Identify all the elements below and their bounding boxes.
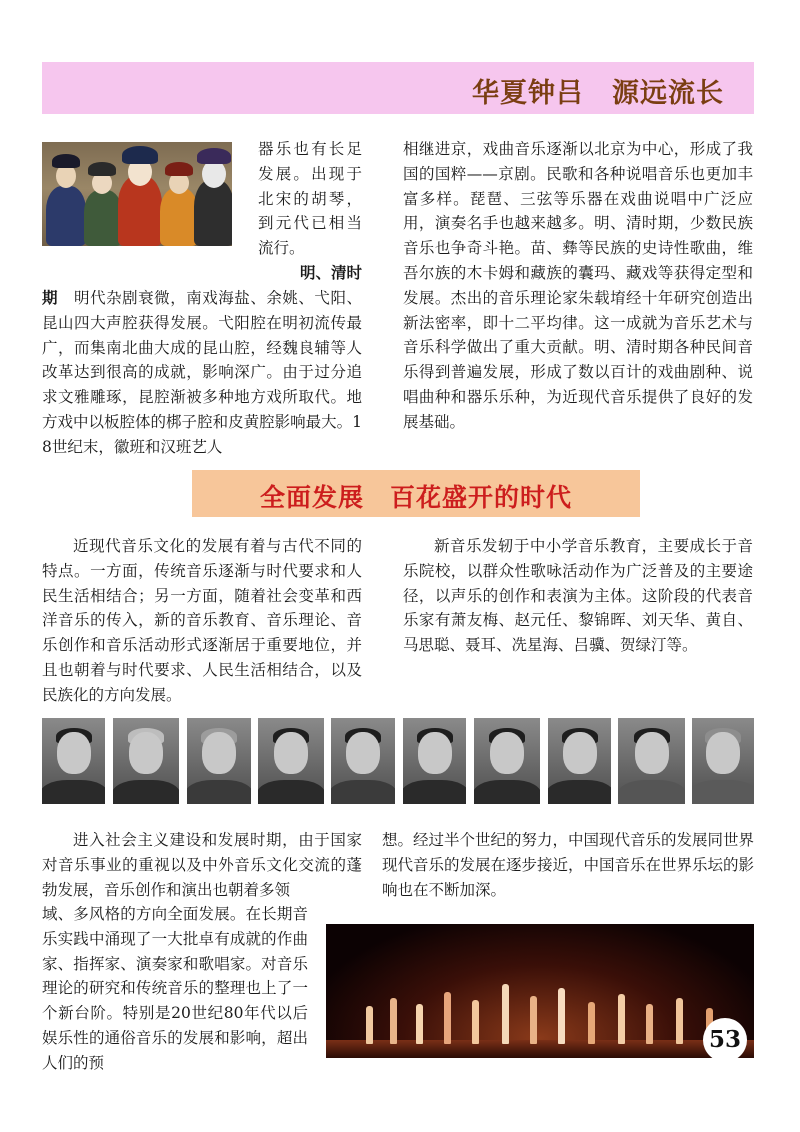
text-block-socialist-wide bbox=[42, 828, 362, 902]
opera-painting-image bbox=[42, 142, 232, 246]
musician-portrait bbox=[403, 718, 466, 804]
paragraph-socialist-part2: 域、多风格的方向全面发展。在长期音乐实践中涌现了一大批卓有成就的作曲家、指挥家、演奏家和歌唱家。对音乐理论的研究和传统音乐的整理也上了一个新台阶。特别是20世纪80年代以后娱乐性的通俗音乐的发展和影响，超出人们的预 bbox=[42, 905, 308, 1072]
section-header-ancient bbox=[42, 62, 754, 114]
paragraph-ming-qing: 明代杂剧衰微，南戏海盐、余姚、弋阳、昆山四大声腔获得发展。弋阳腔在明初流传最广，而集南北曲大成的昆山腔，经魏良辅等人改革达到很高的成就，影响深广。由于过分追求文雅雕琢，昆腔渐被多种地方戏所取代。地方戏中以板腔体的梆子腔和皮黄腔影响最大。18世纪末，徽班和汉班艺人 bbox=[42, 289, 362, 456]
text-block-socialist-right bbox=[382, 828, 754, 902]
stage-performance-photo bbox=[326, 924, 754, 1058]
musician-portrait bbox=[258, 718, 324, 804]
paragraph-socialist-part3: 想。经过半个世纪的努力，中国现代音乐的发展同世界现代音乐的发展在逐步接近，中国音乐在世界乐坛的影响也在不断加深。 bbox=[382, 831, 755, 899]
section-header-modern bbox=[192, 470, 640, 517]
musician-portrait bbox=[113, 718, 179, 804]
text-block-modern-left bbox=[42, 534, 362, 708]
musician-portrait bbox=[187, 718, 251, 804]
paragraph-new-music: 新音乐发轫于中小学音乐教育，主要成长于音乐院校，以群众性歌咏活动作为广泛普及的主要途径，以声乐的创作和表演为主体。这阶段的代表音乐家有萧友梅、赵元任、黎锦晖、刘天华、黄自、马思聪、聂耳、冼星海、吕骥、贺绿汀等。 bbox=[403, 537, 753, 655]
text-block-socialist-narrow bbox=[42, 902, 308, 1076]
paragraph-modern-features: 近现代音乐文化的发展有着与古代不同的特点。一方面，传统音乐逐渐与时代要求和人民生活相结合；另一方面，随着社会变革和西洋音乐的传入，新的音乐教育、音乐理论、音乐创作和音乐活动形式逐渐居于重要地位，并且也朝着与时代要求、人民生活相结合，以及民族化的方向发展。 bbox=[42, 537, 362, 704]
musician-portrait bbox=[42, 718, 105, 804]
musician-portrait bbox=[548, 718, 611, 804]
page-number: 53 bbox=[703, 1018, 747, 1062]
text-block-right-1 bbox=[403, 137, 753, 435]
section-title-ancient: 华夏钟吕 源远流长 bbox=[472, 78, 724, 109]
text-block-wrap-opera bbox=[258, 137, 362, 261]
paragraph-instruments: 器乐也有长足发展。出现于北宋的胡琴，到元代已相当流行。 bbox=[258, 140, 362, 258]
paragraph-beijing-opera: 相继进京，戏曲音乐逐渐以北京为中心，形成了我国的国粹——京剧。民歌和各种说唱音乐也更加丰富多样。琵琶、三弦等乐器在戏曲说唱中广泛应用，演奏名手也越来越多。明、清时期，少数民族音乐也争奇斗艳。苗、彝等民族的史诗性歌曲，维吾尔族的木卡姆和藏族的囊玛、藏戏等获得定型和发展。杰出的音乐理论家朱载堉经十年研究创造出新法密率，即十二平均律。这一成就为音乐艺术与音乐科学做出了重大贡献。明、清时期各种民间音乐得到普遍发展，形成了数以百计的戏曲剧种、说唱曲种和器乐乐种，为近现代音乐提供了良好的发展基础。 bbox=[403, 140, 753, 431]
musician-portrait bbox=[331, 718, 395, 804]
musician-portrait bbox=[474, 718, 540, 804]
subheading-ming-qing-part2: 期 bbox=[42, 289, 59, 307]
text-block-ming-qing bbox=[42, 286, 362, 460]
text-block-modern-right bbox=[403, 534, 753, 658]
paragraph-socialist-part1: 进入社会主义建设和发展时期，由于国家对音乐事业的重视以及中外音乐文化交流的蓬勃发展，音乐创作和演出也朝着多领 bbox=[42, 831, 362, 899]
heading-line bbox=[42, 261, 362, 286]
subheading-ming-qing-part1: 明、清时 bbox=[299, 264, 362, 282]
section-title-modern: 全面发展 百花盛开的时代 bbox=[259, 483, 572, 512]
musician-portrait bbox=[618, 718, 685, 804]
musician-portrait bbox=[692, 718, 754, 804]
